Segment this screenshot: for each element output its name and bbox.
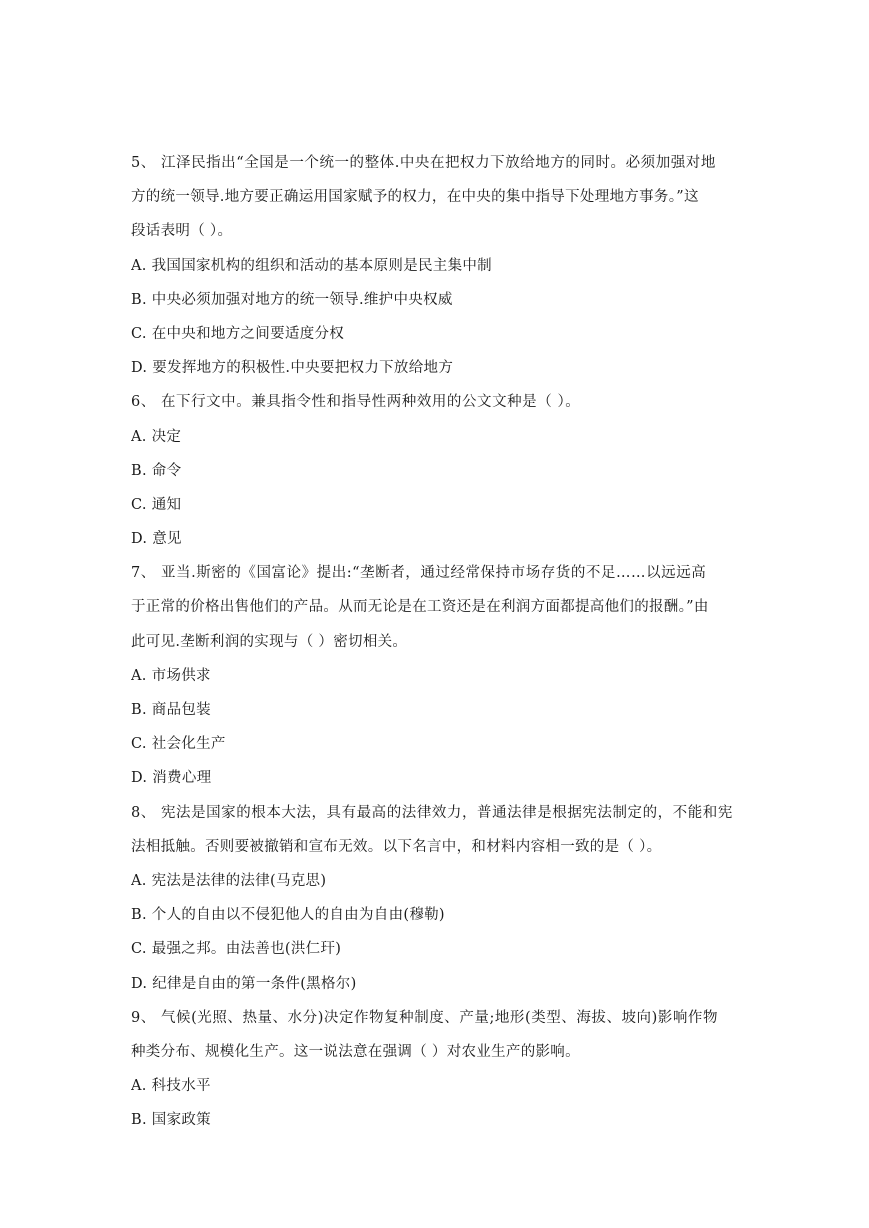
question-9	[131, 1001, 743, 1138]
question-stem	[131, 146, 743, 249]
question-5	[131, 146, 743, 385]
option-b: B. 商品包装	[131, 702, 211, 718]
option-a: A. 决定	[131, 428, 182, 445]
option-b: B. 中央必须加强对地方的统一领导.维护中央权威	[131, 291, 453, 308]
stem-line: 9、 气候(光照、热量、水分)决定作物复种制度、产量;地形(类型、海拔、坡向)影响作物	[131, 1009, 718, 1026]
stem-line: 5、 江泽民指出“全国是一个统一的整体.中央在把权力下放给地方的同时。必须加强对地	[131, 155, 716, 171]
option-a: A. 我国国家机构的组织和活动的基本原则是民主集中制	[131, 257, 492, 274]
option-b: B. 命令	[131, 462, 182, 479]
stem-line: 段话表明（ ）。	[131, 223, 233, 240]
option-d: D. 纪律是自由的第一条件(黑格尔)	[131, 975, 357, 992]
option-c: C. 社会化生产	[131, 736, 226, 753]
stem-line: 种类分布、规模化生产。这一说法意在强调（ ）对农业生产的影响。	[131, 1043, 580, 1060]
stem-line: 法相抵触。否则要被撤销和宣布无效。以下名言中，和材料内容相一致的是（ ）。	[131, 838, 662, 855]
question-6	[131, 385, 743, 556]
option-d: D. 消费心理	[131, 770, 212, 787]
option-b: B. 国家政策	[131, 1112, 211, 1129]
stem-line: 6、 在下行文中。兼具指令性和指导性两种效用的公文文种是（ ）。	[131, 394, 581, 411]
question-8	[131, 796, 743, 1001]
stem-line: 方的统一领导.地方要正确运用国家赋予的权力，在中央的集中指导下处理地方事务。”这	[131, 189, 699, 206]
stem-line: 此可见.垄断利润的实现与（ ）密切相关。	[131, 633, 408, 650]
option-a: A. 宪法是法律的法律(马克思)	[131, 872, 327, 889]
question-list	[131, 146, 743, 1137]
option-b: B. 个人的自由以不侵犯他人的自由为自由(穆勒)	[131, 907, 445, 924]
stem-line: 8、 宪法是国家的根本大法，具有最高的法律效力，普通法律是根据宪法制定的，不能和宪	[131, 804, 733, 821]
option-d: D. 意见	[131, 531, 182, 548]
stem-line: 于正常的价格出售他们的产品。从而无论是在工资还是在利润方面都提高他们的报酬。”由	[131, 599, 709, 616]
stem-line: 7、 亚当.斯密的《国富论》提出:“垄断者，通过经常保持市场存货的不足……以远远高	[131, 565, 707, 582]
option-a: A. 科技水平	[131, 1078, 211, 1095]
question-stem	[131, 385, 743, 419]
option-c: C. 最强之邦。由法善也(洪仁玕)	[131, 941, 342, 958]
option-c: C. 在中央和地方之间要适度分权	[131, 325, 345, 342]
question-stem	[131, 556, 743, 659]
option-d: D. 要发挥地方的积极性.中央要把权力下放给地方	[131, 360, 454, 377]
question-stem	[131, 1001, 743, 1069]
question-stem	[131, 796, 743, 864]
question-7	[131, 556, 743, 795]
option-c: C. 通知	[131, 496, 182, 513]
option-a: A. 市场供求	[131, 667, 211, 684]
